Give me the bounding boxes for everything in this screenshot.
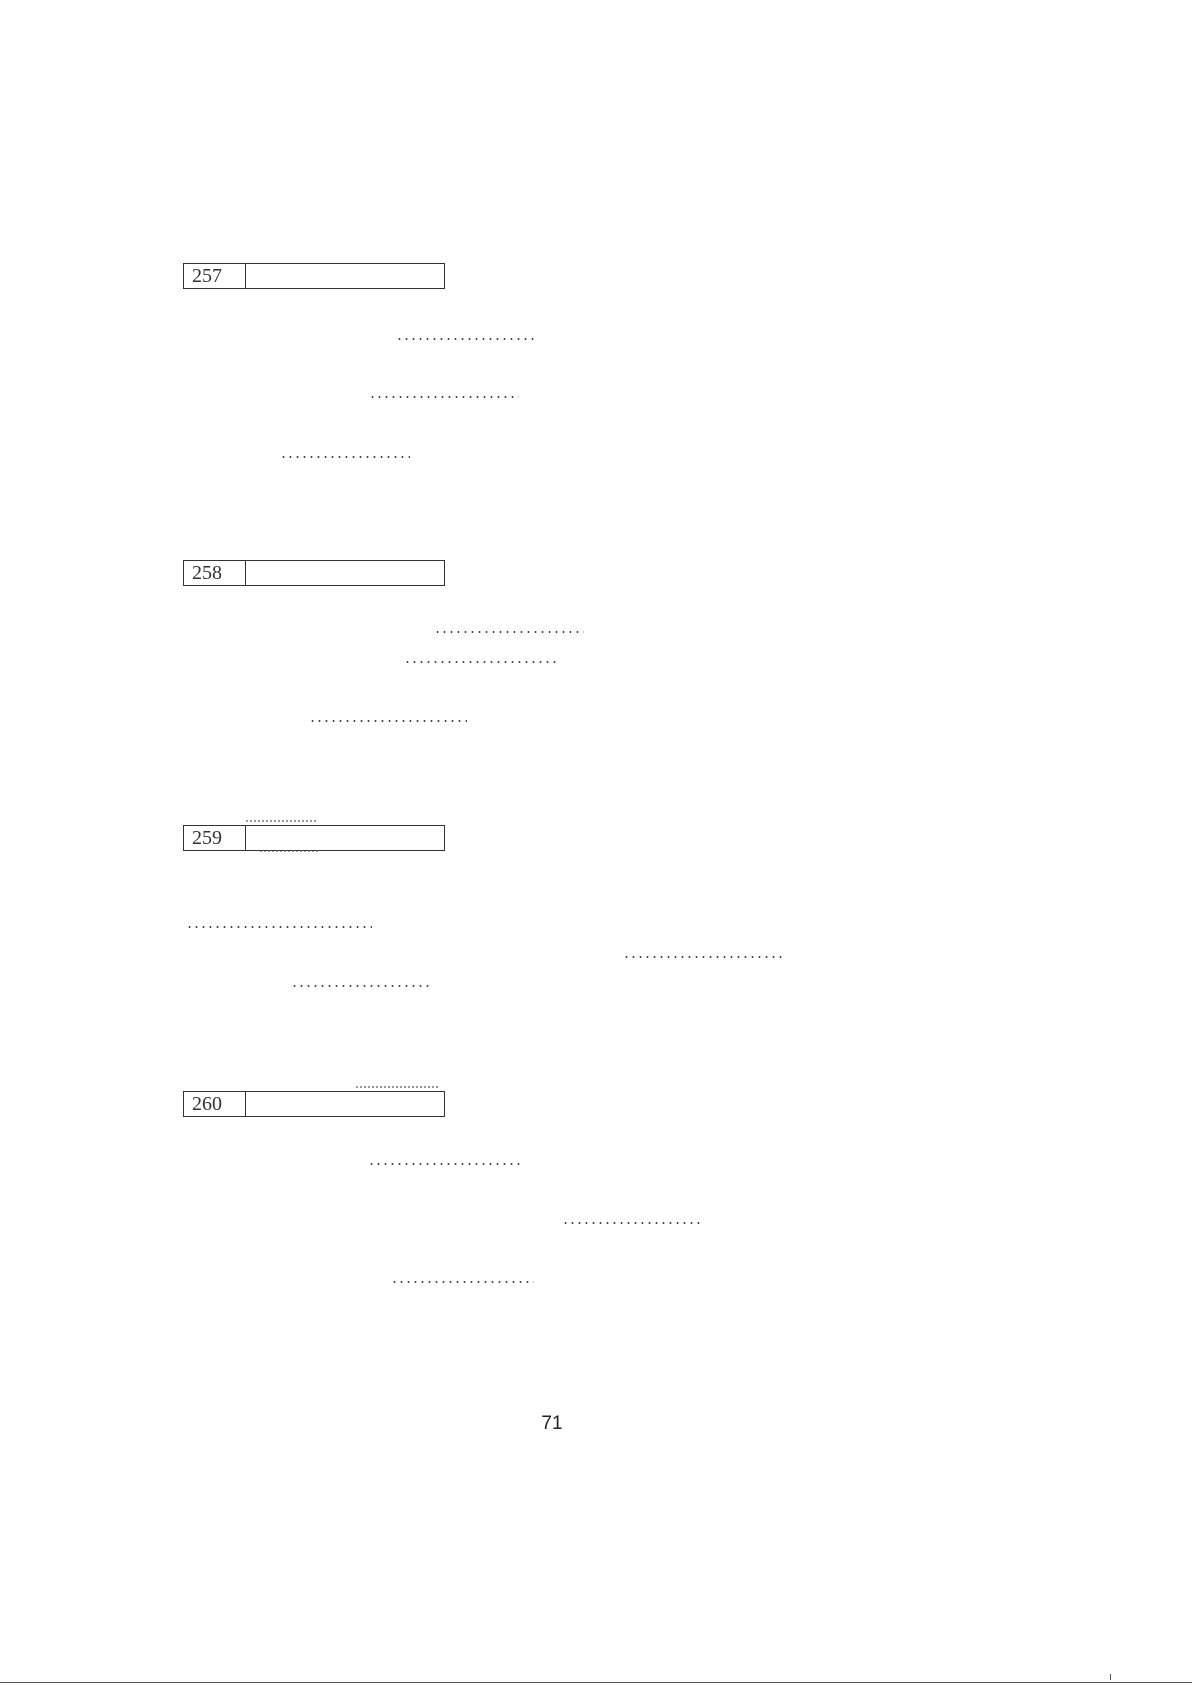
question-number: 260	[184, 1092, 246, 1116]
answer-field[interactable]	[246, 826, 444, 850]
fill-in-blank[interactable]	[623, 955, 786, 959]
fill-in-blank[interactable]	[391, 1280, 534, 1284]
fill-in-blank[interactable]	[404, 660, 559, 664]
question-number: 257	[184, 264, 246, 288]
answer-field[interactable]	[246, 264, 444, 288]
question-number: 258	[184, 561, 246, 585]
page-number: 71	[541, 1413, 563, 1434]
question-number-box	[183, 263, 445, 289]
fill-in-blank[interactable]	[368, 1162, 520, 1166]
scan-artifact	[260, 850, 320, 852]
question-number-box	[183, 1091, 445, 1117]
fill-in-blank[interactable]	[280, 455, 410, 459]
scan-artifact	[1110, 1674, 1111, 1680]
question-number: 259	[184, 826, 246, 850]
answer-field[interactable]	[246, 1092, 444, 1116]
page-bottom-rule	[0, 1682, 1192, 1683]
fill-in-blank[interactable]	[186, 925, 372, 929]
question-number-box	[183, 825, 445, 851]
fill-in-blank[interactable]	[396, 337, 538, 341]
question-number-box	[183, 560, 445, 586]
scan-artifact	[246, 820, 316, 822]
scan-artifact	[356, 1086, 440, 1088]
fill-in-blank[interactable]	[291, 984, 429, 988]
fill-in-blank[interactable]	[434, 630, 584, 634]
fill-in-blank[interactable]	[369, 395, 519, 399]
fill-in-blank[interactable]	[309, 719, 467, 723]
fill-in-blank[interactable]	[562, 1221, 700, 1225]
answer-field[interactable]	[246, 561, 444, 585]
